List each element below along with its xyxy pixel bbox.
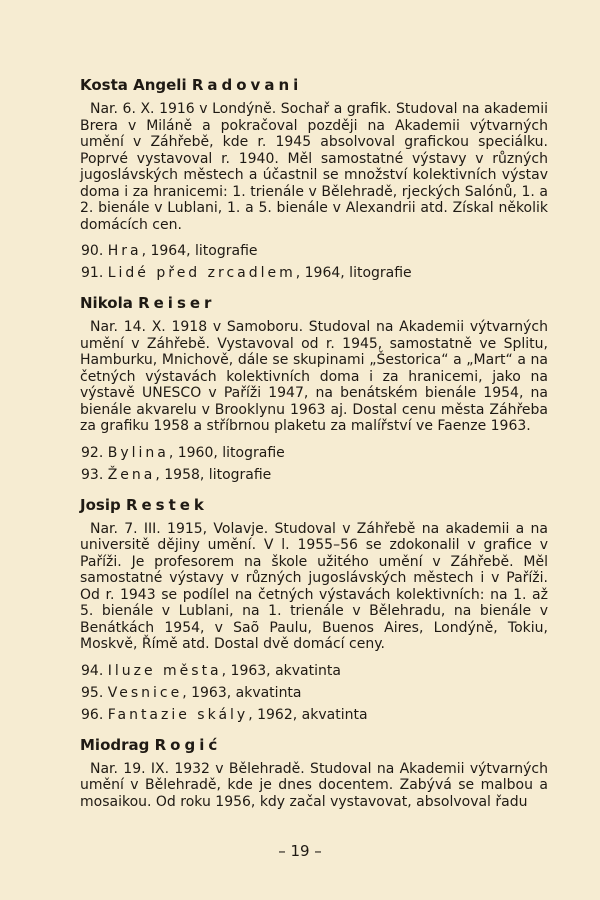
works-list [80, 240, 548, 284]
work-title: Lidé před zrcadlem [107, 265, 296, 281]
artist-biography: Nar. 19. IX. 1932 v Bělehradě. Studoval na Akademii výtvarných umění v Bělehradě, kde je dnes docentem. Zabývá se malbou a mosaikou. Od roku 1956, kdy začal vystavovat, absolvoval řadu [80, 760, 548, 810]
work-number: 91. [81, 265, 104, 281]
works-list [80, 660, 548, 726]
work-details: , 1964, litografie [141, 243, 258, 259]
work-item [80, 262, 548, 284]
work-number: 94. [81, 662, 104, 679]
artist-surname: Rogić [154, 735, 222, 754]
work-details: , 1960, litografie [168, 444, 285, 461]
work-item [80, 240, 548, 262]
work-title: Bylina [107, 444, 169, 461]
artist-name [80, 736, 548, 754]
artist-entry-rogic [80, 736, 548, 811]
artist-entry-radovani [80, 76, 548, 284]
artist-biography: Nar. 14. X. 1918 v Samoboru. Studoval na Akademii výtvarných umění v Záhřebě. Vystavoval od r. 1945, samostatně ve Splitu, Hamburku, Mnichově, dále se skupinami „Šestorica“ a „Mart“ a na četných výstavách kolektivních doma i za hranicemi, jako na výstavě UNESCO v Paříži 1947, na benátském bienále 1954, na bienále akvarelu v Brooklynu 1963 aj. Dostal cenu města Záhřeba za grafiku 1958 a stříbrnou plaketu za malířství ve Faenze 1963. [80, 319, 548, 434]
artist-entry-reiser [80, 294, 548, 486]
works-list [80, 442, 548, 486]
work-details: , 1963, akvatinta [182, 684, 302, 701]
artist-name [80, 294, 548, 312]
work-details: , 1958, litografie [155, 466, 272, 483]
work-number: 90. [81, 243, 104, 259]
work-title: Hra [107, 243, 142, 259]
artist-first-name: Miodrag [80, 735, 150, 754]
work-item [80, 442, 548, 464]
artist-surname: Restek [125, 495, 208, 514]
artist-first-name: Kosta Angeli [80, 76, 187, 94]
work-item [80, 704, 548, 726]
artist-biography: Nar. 6. X. 1916 v Londýně. Sochař a grafik. Studoval na akademii Brera v Miláně a pokračoval později na Akademii výtvarných umění v Záhřebě, kde r. 1945 absolvoval grafickou speciálku. Poprvé vystavoval r. 1940. Měl samostatné výstavy v různých jugoslávských městech a účastnil se množství kolektivních výstav doma i za hranicemi: 1. trienále v Bělehradě, rjeckých Salónů, 1. a 2. bienále v Lublani, 1. a 5. bienále v Alexandrii atd. Získal několik domácích cen. [80, 101, 548, 233]
work-item [80, 682, 548, 704]
artist-first-name: Josip [80, 495, 121, 514]
work-title: Vesnice [107, 684, 183, 701]
work-title: Fantazie skály [107, 706, 249, 723]
page-number: – 19 – [278, 842, 322, 860]
artist-name [80, 76, 548, 94]
work-details: , 1964, litografie [295, 265, 412, 281]
work-number: 95. [81, 684, 104, 701]
work-number: 92. [81, 444, 104, 461]
artist-first-name: Nikola [80, 294, 133, 312]
artist-surname: Radovani [191, 76, 303, 94]
work-number: 96. [81, 706, 104, 723]
work-title: Iluze města [107, 662, 222, 679]
artist-biography: Nar. 7. III. 1915, Volavje. Studoval v Záhřebě na akademii a na universitě dějiny umění. V l. 1955–56 se zdokonalil v grafice v Paříži. Je profesorem na škole užitého umění v Záhřebě. Měl samostatné výstavy v různých jugoslávských městech i v Paříži. Od r. 1943 se podílel na četných výstavách kolektivních: na 1. až 5. bienále v Lublani, na 1. trienále v Bělehradu, na bienále v Benátkách 1954, v Saõ Paulu, Buenos Aires, Londýně, Tokiu, Moskvě, Římě atd. Dostal dvě domácí ceny. [80, 520, 548, 652]
work-item [80, 464, 548, 486]
work-details: , 1962, akvatinta [248, 706, 368, 723]
work-details: , 1963, akvatinta [221, 662, 341, 679]
artist-entry-restek [80, 496, 548, 726]
work-title: Žena [107, 466, 156, 483]
artist-surname: Reiser [138, 294, 216, 312]
artist-name [80, 496, 548, 514]
work-item [80, 660, 548, 682]
work-number: 93. [81, 466, 104, 483]
